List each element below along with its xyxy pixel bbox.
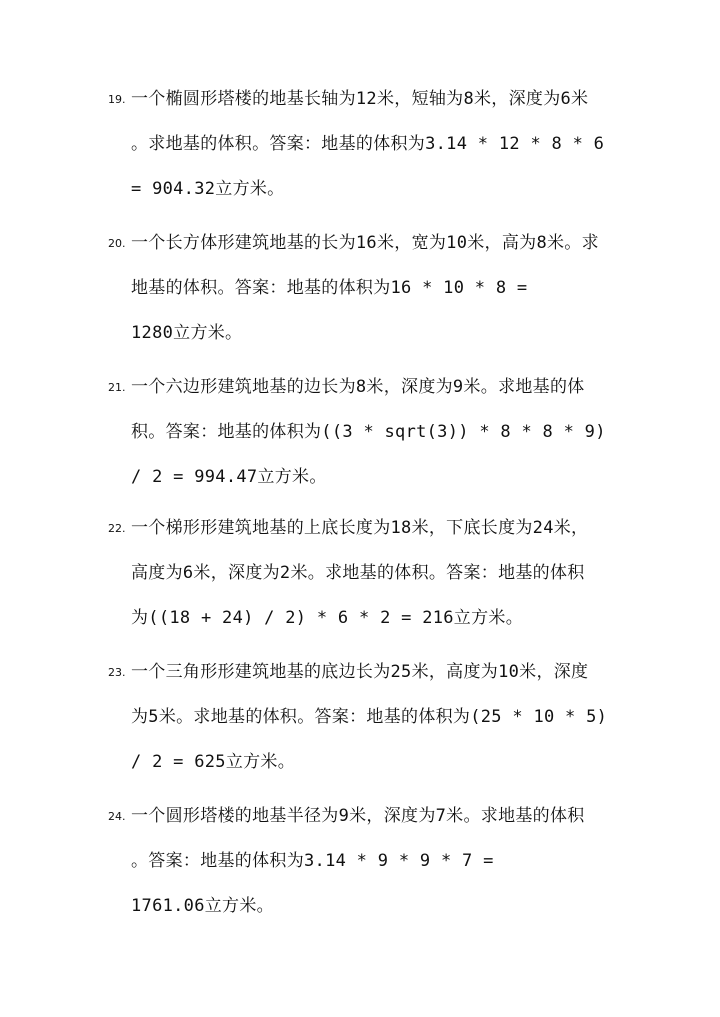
problem-text-line: 一个三角形形建筑地基的底边长为25米，高度为10米，深度 xyxy=(131,662,589,682)
problem-number: 22. xyxy=(108,522,126,535)
problem-text-line: = 904.32立方米。 xyxy=(131,179,285,199)
problem-number: 19. xyxy=(108,93,126,106)
problem-text-line: 一个梯形形建筑地基的上底长度为18米，下底长度为24米， xyxy=(131,518,589,538)
problem-number: 23. xyxy=(108,666,126,679)
problem-text-line: 一个椭圆形塔楼的地基长轴为12米，短轴为8米，深度为6米 xyxy=(131,89,589,109)
problem-number: 20. xyxy=(108,237,126,250)
problem-text-line: 。求地基的体积。答案：地基的体积为3.14 * 12 * 8 * 6 xyxy=(131,134,605,154)
problem-number: 21. xyxy=(108,381,126,394)
problem-text-line: 高度为6米，深度为2米。求地基的体积。答案：地基的体积 xyxy=(131,563,585,583)
problem-text-line: 地基的体积。答案：地基的体积为16 * 10 * 8 = xyxy=(131,278,528,298)
problem-text-line: 一个圆形塔楼的地基半径为9米，深度为7米。求地基的体积 xyxy=(131,806,585,826)
problem-number: 24. xyxy=(108,810,126,823)
problem-text-line: 为5米。求地基的体积。答案：地基的体积为(25 * 10 * 5) xyxy=(131,707,608,727)
problem-text-line: / 2 = 625立方米。 xyxy=(131,752,296,772)
problem-text-line: 一个长方体形建筑地基的长为16米，宽为10米，高为8米。求 xyxy=(131,233,599,253)
problem-text-line: 为((18 + 24) / 2) * 6 * 2 = 216立方米。 xyxy=(131,608,524,628)
problem-text-line: 一个六边形建筑地基的边长为8米，深度为9米。求地基的体 xyxy=(131,377,585,397)
problem-text-line: / 2 = 994.47立方米。 xyxy=(131,467,327,487)
problem-text-line: 。答案：地基的体积为3.14 * 9 * 9 * 7 = xyxy=(131,851,494,871)
problem-text-line: 积。答案：地基的体积为((3 * sqrt(3)) * 8 * 8 * 9) xyxy=(131,422,606,442)
problem-text-line: 1280立方米。 xyxy=(131,323,243,343)
problem-text-line: 1761.06立方米。 xyxy=(131,896,274,916)
